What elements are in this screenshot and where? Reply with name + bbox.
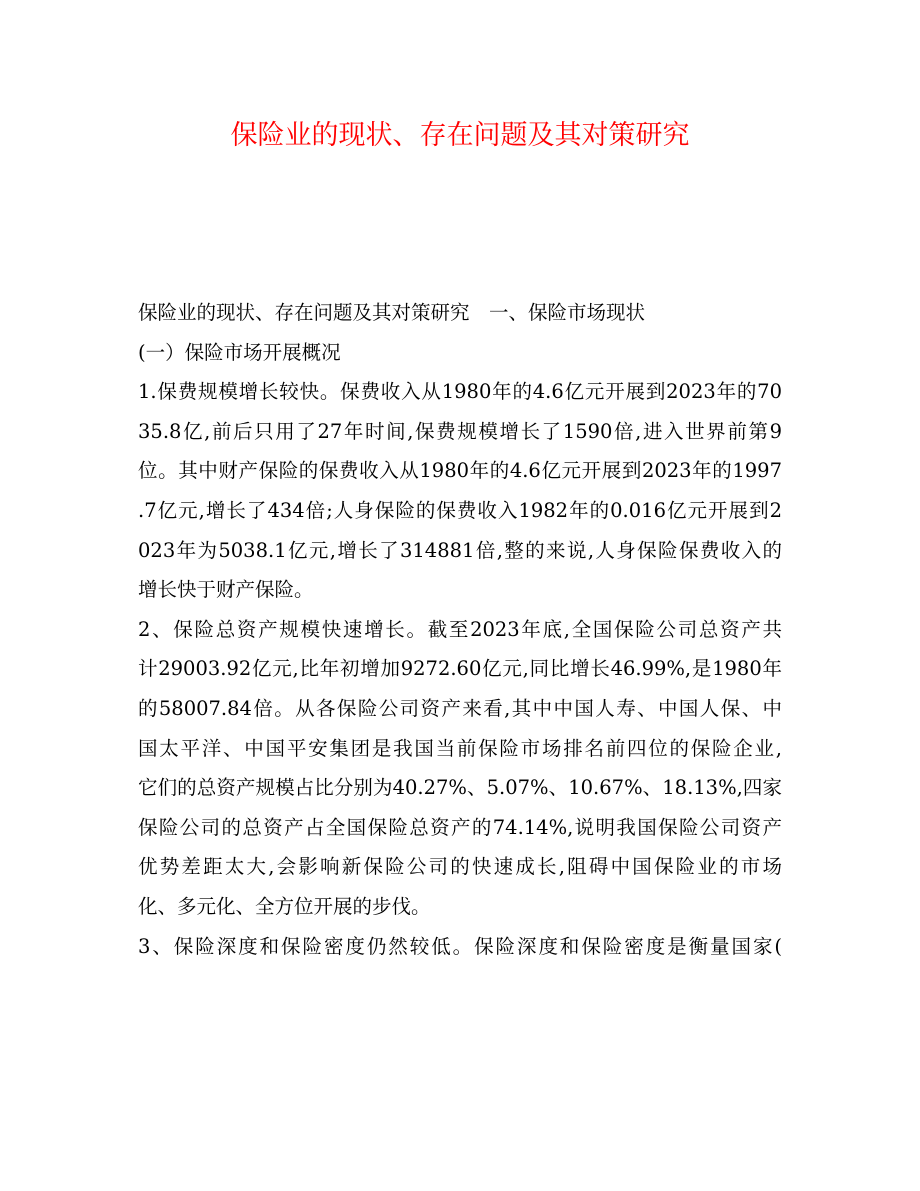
paragraph-line: .7亿元,增长了434倍;人身保险的保费收入1982年的0.016亿元开展到2: [138, 498, 782, 522]
paragraph-line: 国太平洋、中国平安集团是我国当前保险市场排名前四位的保险企业,: [138, 736, 782, 760]
paragraph-line: 位。其中财产保险的保费收入从1980年的4.6亿元开展到2023年的1997: [138, 459, 782, 483]
paragraph-line: 增长快于财产保险。: [138, 578, 314, 602]
paragraph-line: 3、保险深度和保险密度仍然较低。保险深度和保险密度是衡量国家(: [138, 934, 782, 958]
paragraph-line: 计29003.92亿元,比年初增加9272.60亿元,同比增长46.99%,是1980年: [138, 657, 782, 681]
paragraph-line: (一）保险市场开展概况: [138, 340, 341, 364]
paragraph-line: 2、保险总资产规模快速增长。截至2023年底,全国保险公司总资产共: [138, 617, 782, 641]
paragraph-line: 35.8亿,前后只用了27年时间,保费规模增长了1590倍,进入世界前第9: [138, 419, 782, 443]
paragraph-line: 1.保费规模增长较快。保费收入从1980年的4.6亿元开展到2023年的70: [138, 380, 782, 404]
paragraph-line: 它们的总资产规模占比分别为40.27%、5.07%、10.67%、18.13%,四家: [138, 776, 782, 800]
paragraph-line: 023年为5038.1亿元,增长了314881倍,整的来说,人身保险保费收入的: [138, 538, 782, 562]
paragraph-line: 化、多元化、全方位开展的步伐。: [138, 894, 431, 918]
paragraph-line: 优势差距太大,会影响新保险公司的快速成长,阻碍中国保险业的市场: [138, 855, 782, 879]
paragraph-line: 保险业的现状、存在问题及其对策研究 一、保险市场现状: [138, 301, 646, 324]
document-title: 保险业的现状、存在问题及其对策研究: [230, 120, 690, 151]
paragraph-line: 的58007.84倍。从各保险公司资产来看,其中中国人寿、中国人保、中: [138, 696, 782, 720]
paragraph-line: 保险公司的总资产占全国保险总资产的74.14%,说明我国保险公司资产: [138, 815, 782, 839]
document-body: [138, 293, 782, 966]
